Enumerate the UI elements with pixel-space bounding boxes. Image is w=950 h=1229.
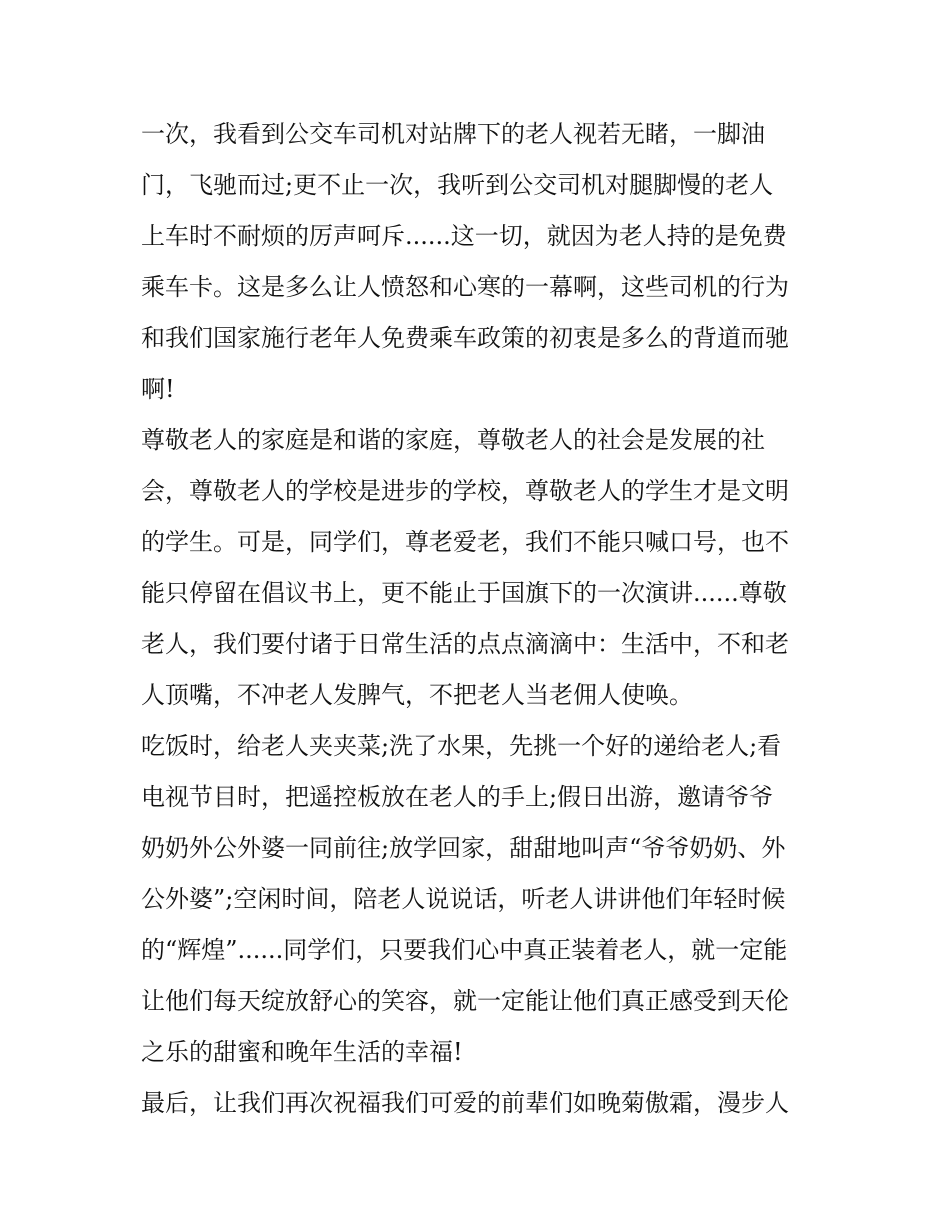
text-line: 会，尊敬老人的学校是进步的学校，尊敬老人的学生才是文明: [141, 477, 789, 505]
text-line: 和我们国家施行老年人免费乘车政策的初衷是多么的背道而驰: [141, 324, 789, 352]
text-line: 最后，让我们再次祝福我们可爱的前辈们如晚菊傲霜，漫步人: [141, 1089, 789, 1117]
text-line: 啊!: [141, 375, 175, 403]
text-line: 能只停留在倡议书上，更不能止于国旗下的一次演讲......尊敬: [141, 579, 787, 607]
text-line: 电视节目时，把遥控板放在老人的手上;假日出游，邀请爷爷: [141, 783, 774, 811]
text-line: 老人，我们要付诸于日常生活的点点滴滴中：生活中，不和老: [141, 630, 789, 658]
text-line: 之乐的甜蜜和晚年生活的幸福!: [141, 1038, 463, 1066]
text-line: 的“辉煌”......同学们，只要我们心中真正装着老人，就一定能: [141, 936, 788, 964]
text-line: 奶奶外公外婆一同前往;放学回家，甜甜地叫声“爷爷奶奶、外: [141, 834, 786, 862]
text-line: 一次，我看到公交车司机对站牌下的老人视若无睹，一脚油: [141, 120, 765, 148]
text-line: 公外婆”;空闲时间，陪老人说说话，听老人讲讲他们年轻时候: [141, 885, 786, 913]
text-line: 尊敬老人的家庭是和谐的家庭，尊敬老人的社会是发展的社: [141, 426, 765, 454]
text-line: 上车时不耐烦的厉声呵斥......这一切，就因为老人持的是免费: [141, 222, 787, 250]
document-body: [141, 109, 821, 1129]
text-line: 吃饭时，给老人夹夹菜;洗了水果，先挑一个好的递给老人;看: [141, 732, 782, 760]
text-line: 让他们每天绽放舒心的笑容，就一定能让他们真正感受到天伦: [141, 987, 789, 1015]
text-line: 门，飞驰而过;更不止一次，我听到公交司机对腿脚慢的老人: [141, 171, 774, 199]
text-line: 人顶嘴，不冲老人发脾气，不把老人当老佣人使唤。: [141, 681, 693, 709]
text-line: 乘车卡。这是多么让人愤怒和心寒的一幕啊，这些司机的行为: [141, 273, 789, 301]
text-line: 的学生。可是，同学们，尊老爱老，我们不能只喊口号，也不: [141, 528, 789, 556]
